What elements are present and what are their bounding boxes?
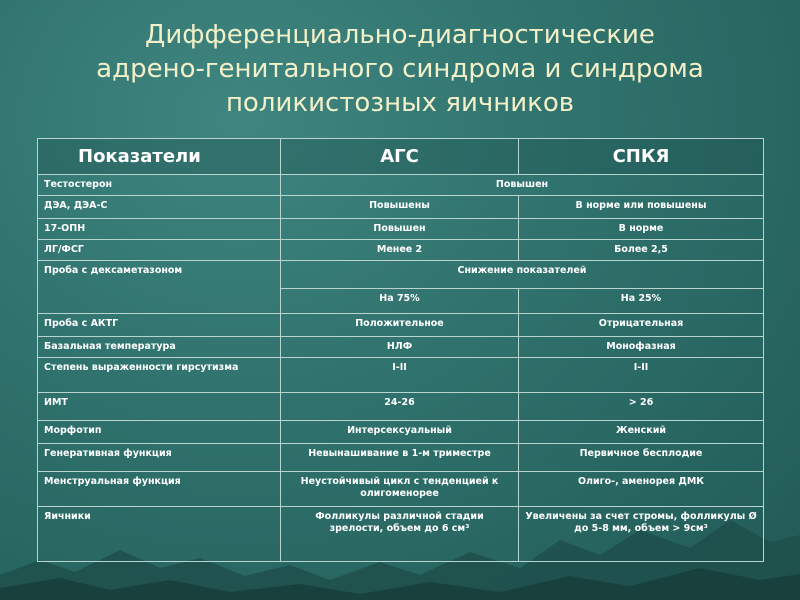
row-label: ДЭА, ДЭА-С	[38, 196, 281, 219]
row-value-ags: Повышен	[281, 219, 519, 240]
table-row	[38, 196, 764, 219]
row-value-ags: Повышены	[281, 196, 519, 219]
row-value-spkya: Монофазная	[519, 337, 764, 358]
row-value-ags: 24-26	[281, 393, 519, 421]
row-value-ags: Невынашивание в 1-м триместре	[281, 444, 519, 472]
row-value-spkya: Увеличены за счет стромы, фолликулы Ø до 5-8 мм, объем > 9см³	[519, 507, 764, 562]
table-row	[38, 421, 764, 444]
header-spkya: СПКЯ	[519, 139, 764, 175]
row-label: Менструальная функция	[38, 472, 281, 507]
table-row	[38, 358, 764, 393]
row-label: Морфотип	[38, 421, 281, 444]
row-value-spkya: Отрицательная	[519, 314, 764, 337]
row-label: Генеративная функция	[38, 444, 281, 472]
row-value-ags: Менее 2	[281, 240, 519, 261]
table-row	[38, 507, 764, 562]
table-row	[38, 314, 764, 337]
row-value-spkya: В норме	[519, 219, 764, 240]
row-value-ags: Положительное	[281, 314, 519, 337]
table-row	[38, 337, 764, 358]
table-row	[38, 393, 764, 421]
row-label: 17-ОПН	[38, 219, 281, 240]
comparison-table	[37, 138, 764, 562]
row-value-ags: НЛФ	[281, 337, 519, 358]
row-label: Яичники	[38, 507, 281, 562]
row-value-spkya: Олиго-, аменорея ДМК	[519, 472, 764, 507]
row-value-common: Повышен	[281, 175, 764, 196]
row-value-spkya: Первичное бесплодие	[519, 444, 764, 472]
row-label: ИМТ	[38, 393, 281, 421]
row-label: Степень выраженности гирсутизма	[38, 358, 281, 393]
row-value-spkya: На 25%	[519, 289, 764, 314]
row-value-ags: I-II	[281, 358, 519, 393]
row-label: Проба с дексаметазоном	[38, 261, 281, 314]
row-value-spkya: Женский	[519, 421, 764, 444]
table-row	[38, 219, 764, 240]
row-value-spkya: В норме или повышены	[519, 196, 764, 219]
row-value-spkya: > 26	[519, 393, 764, 421]
row-label: Базальная температура	[38, 337, 281, 358]
slide-title	[40, 18, 760, 120]
table-row	[38, 472, 764, 507]
row-value-ags: Неустойчивый цикл с тенденцией к олигоменорее	[281, 472, 519, 507]
title-line-1: Дифференциально-диагностические	[145, 20, 655, 50]
table-row	[38, 444, 764, 472]
row-label: Тестостерон	[38, 175, 281, 196]
row-value-ags: На 75%	[281, 289, 519, 314]
row-value-ags: Интерсексуальный	[281, 421, 519, 444]
header-ags: АГС	[281, 139, 519, 175]
row-label: Проба с АКТГ	[38, 314, 281, 337]
title-line-2: адрено-генитального синдрома и синдрома	[96, 54, 704, 84]
table-row	[38, 261, 764, 289]
row-label: ЛГ/ФСГ	[38, 240, 281, 261]
row-value-spkya: I-II	[519, 358, 764, 393]
row-value-ags: Фолликулы различной стадии зрелости, объем до 6 см³	[281, 507, 519, 562]
table-row	[38, 175, 764, 196]
row-value-spkya: Более 2,5	[519, 240, 764, 261]
header-indicators: Показатели	[38, 139, 281, 175]
row-value-common: Снижение показателей	[281, 261, 764, 289]
table-row	[38, 240, 764, 261]
table-header-row	[38, 139, 764, 175]
title-line-3: поликистозных яичников	[225, 88, 575, 118]
